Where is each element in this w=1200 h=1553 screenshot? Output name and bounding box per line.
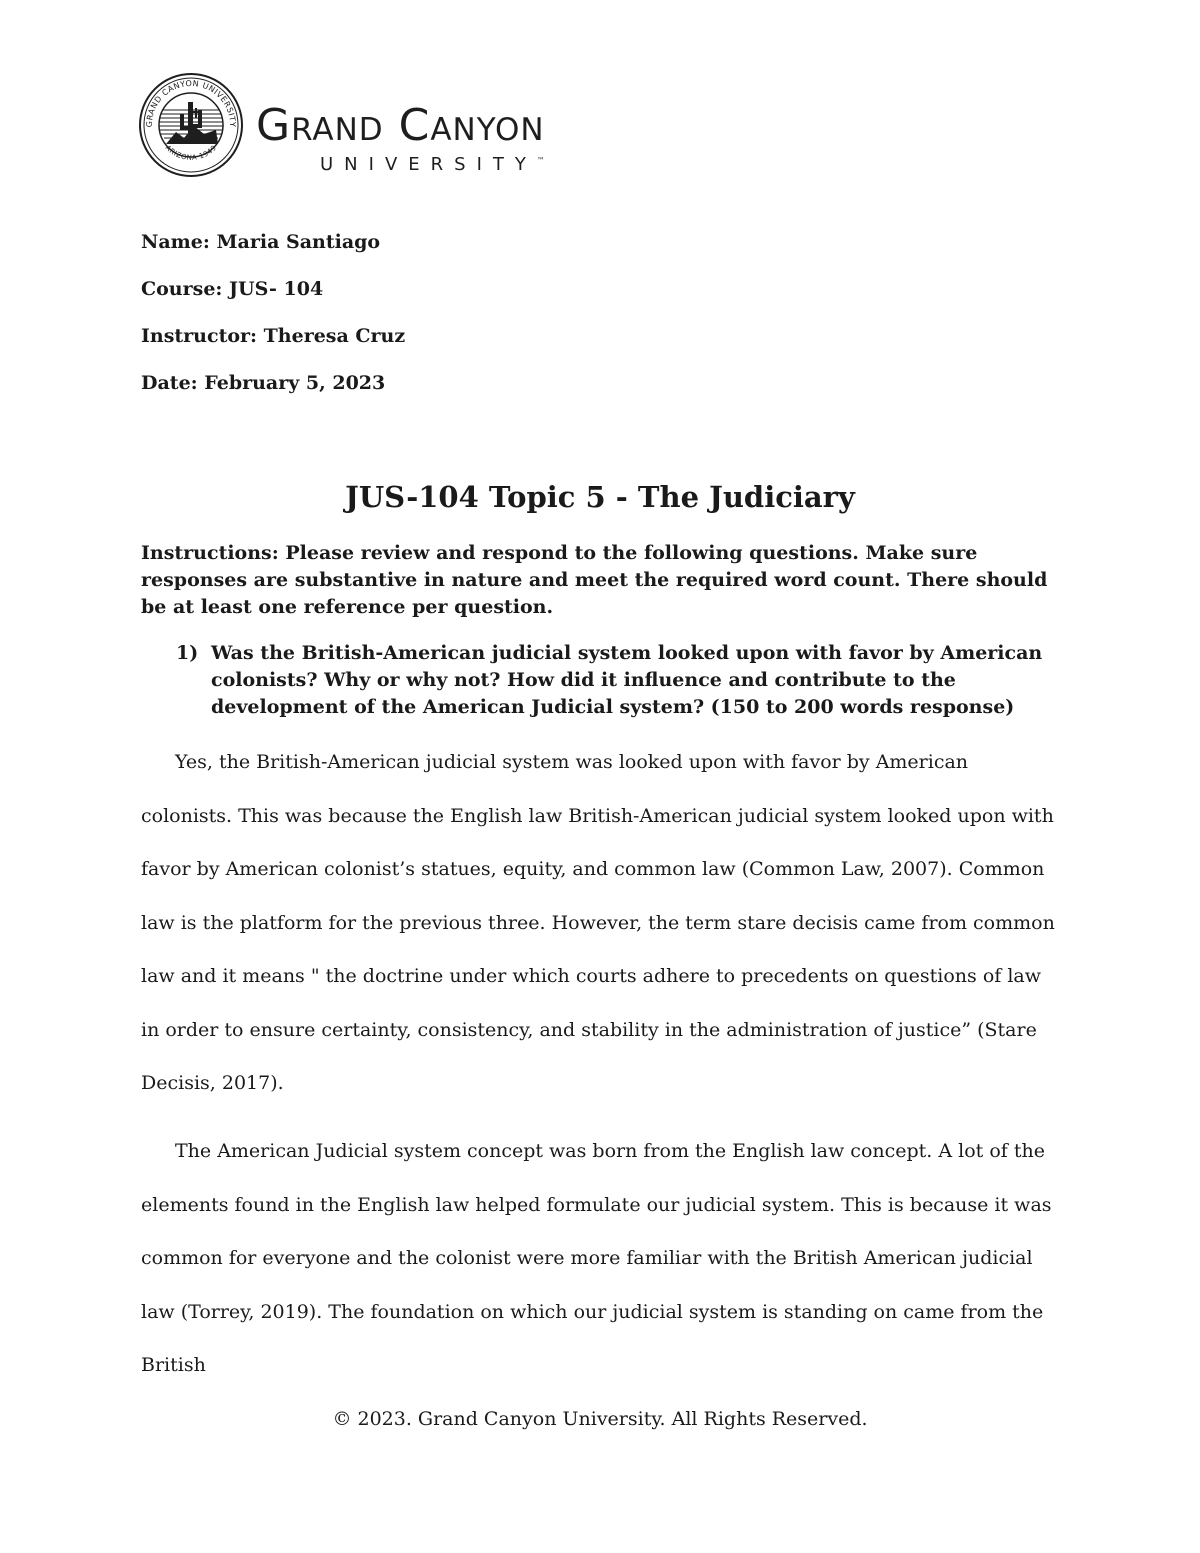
question-item	[176, 640, 1056, 721]
document-title: JUS-104 Topic 5 - The Judiciary	[345, 480, 855, 514]
student-name: Name: Maria Santiago	[141, 231, 381, 253]
answer-paragraph-2-text: The American Judicial system concept was born from the English law concept. A lot of the elements found in the English law helped formulate our judicial system. This is because it was common for everyone and the colonist were more familiar with the British American judicial law (Torrey, 2019). The foundation on which our judicial system is standing on came from the British	[141, 1140, 1052, 1376]
answer-paragraph-1	[141, 736, 1061, 1111]
trademark-symbol: ™	[536, 156, 545, 165]
svg-text:ARIZONA 1949	[164, 144, 219, 162]
wordmark-line2	[256, 154, 545, 175]
seal-text-bottom: ARIZONA 1949	[163, 143, 219, 162]
question-text: Was the British-American judicial system looked upon with favor by American colonists? Why or why not? How did it influence and contribute to the development of the American Judicial system? (150 to 200 words response)	[211, 642, 1043, 718]
student-info	[141, 230, 405, 418]
university-wordmark	[256, 100, 545, 175]
wordmark-line1: Grand Canyon	[256, 100, 545, 151]
copyright-footer: © 2023. Grand Canyon University. All Rights Reserved.	[332, 1408, 868, 1430]
instructions-text: Instructions: Please review and respond to the following questions. Make sure responses are substantive in nature and meet the required word count. There should be at least one reference per question.	[141, 542, 1048, 618]
university-logo	[138, 72, 618, 178]
answer-paragraph-1-text: Yes, the British-American judicial system was looked upon with favor by American colonists. This was because the English law British-American judicial system looked upon with favor by American colonist’s statues, equity, and common law (Common Law, 2007). Common law is the platform for the previous three. However, the term stare decisis came from common law and it means " the doctrine under which courts adhere to precedents on questions of law in order to ensure certainty, consistency, and stability in the administration of justice” (Stare Decisis, 2017).	[141, 751, 1055, 1094]
question-number: 1)	[176, 642, 199, 664]
seal-text-top: GRAND CANYON UNIVERSITY	[144, 78, 238, 128]
course-code: Course: JUS- 104	[141, 278, 324, 300]
answer-paragraph-2	[141, 1125, 1061, 1393]
instructor-name: Instructor: Theresa Cruz	[141, 325, 406, 347]
university-seal-icon	[138, 72, 244, 178]
submission-date: Date: February 5, 2023	[141, 372, 386, 394]
wordmark-university: UNIVERSITY	[320, 154, 537, 175]
